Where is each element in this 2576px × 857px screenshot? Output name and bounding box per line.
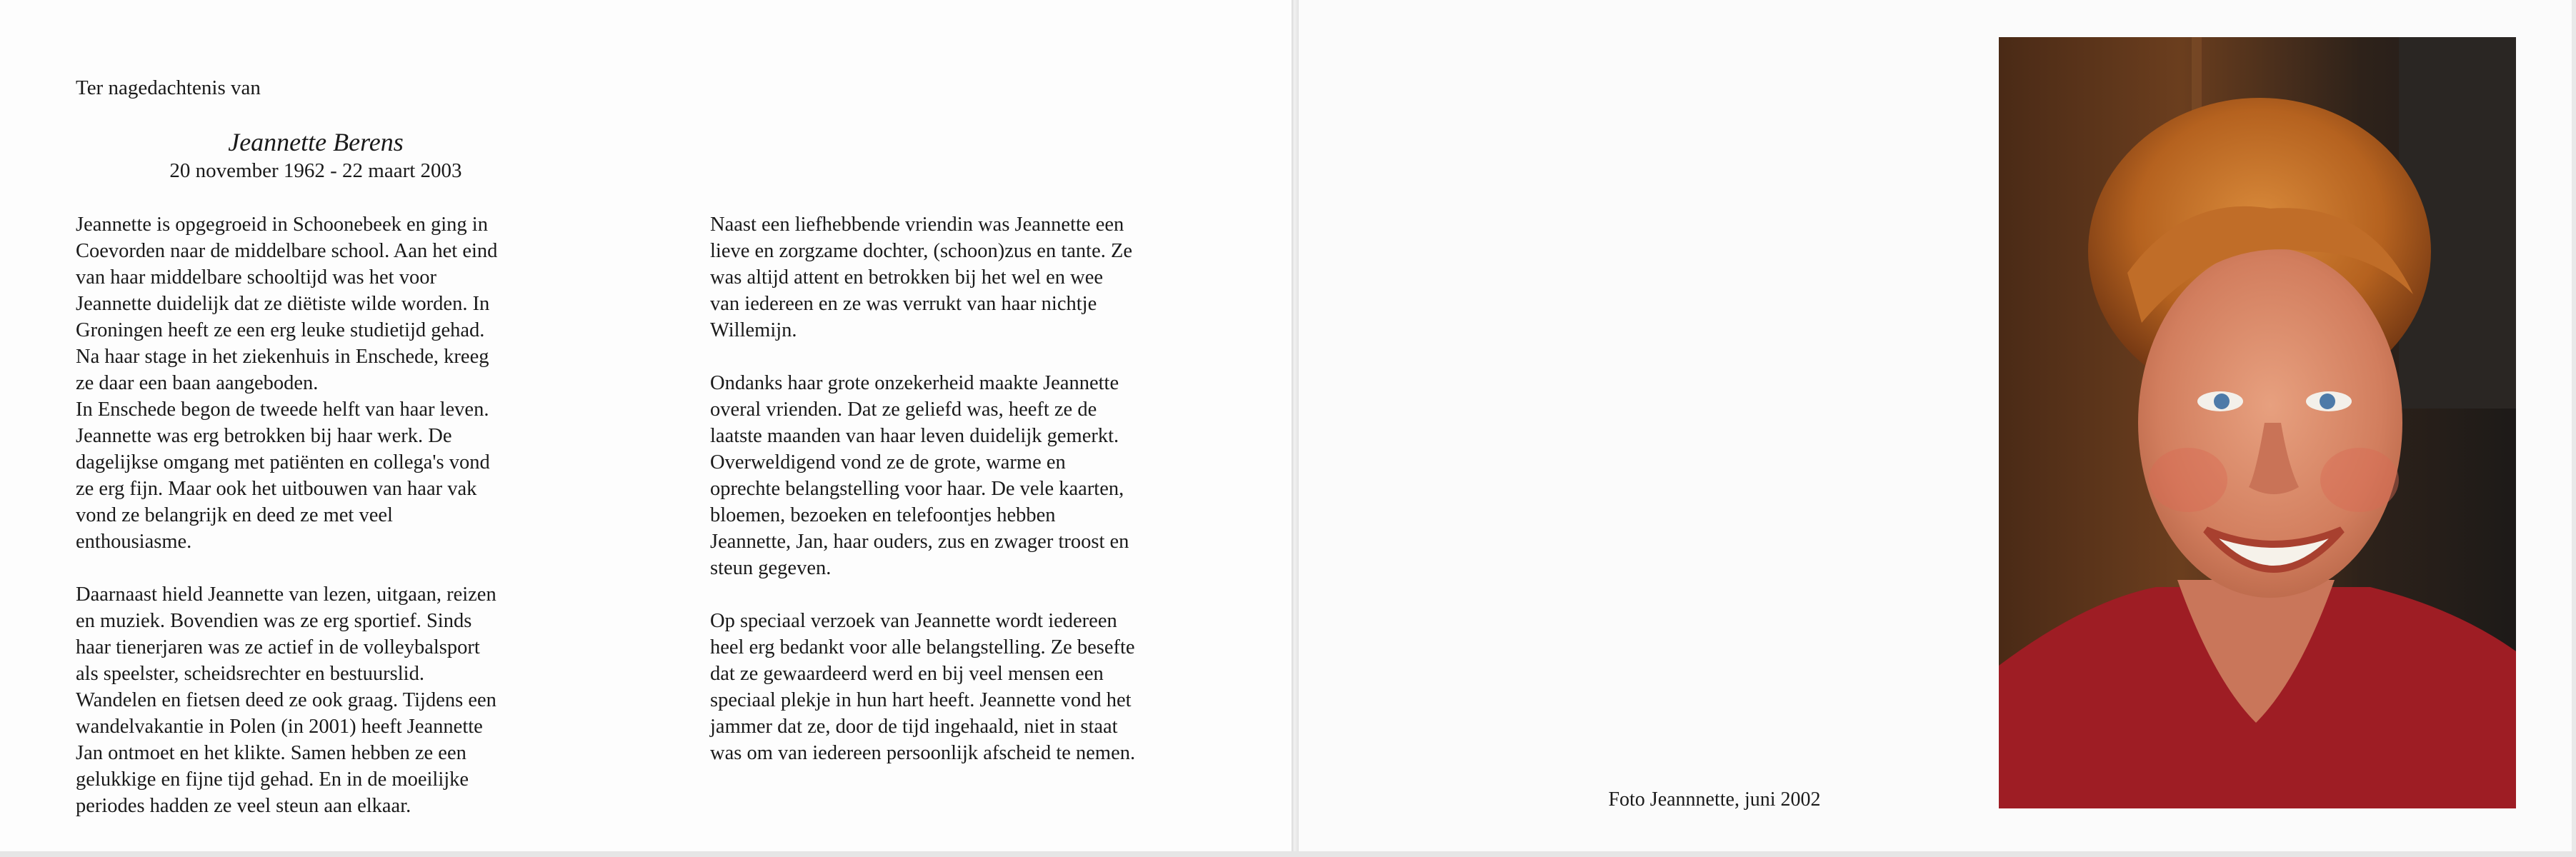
text-line: Jeannette duidelijk dat ze diëtiste wilde worden. In [76,293,490,315]
text-line: haar tienerjaren was ze actief in de volleybalsport [76,636,480,658]
text-line: speciaal plekje in hun hart heeft. Jeannette vond het [710,689,1132,711]
text-line: In Enschede begon de tweede helft van haar leven. [76,399,489,421]
card-edge-bottom [0,851,2576,857]
text-line: en muziek. Bovendien was ze erg sportief. Sinds [76,610,472,632]
text-line: Overweldigend vond ze de grote, warme en [710,451,1066,473]
text-line: Naast een liefhebbende vriendin was Jeannette een [710,214,1124,236]
text-line: Groningen heeft ze een erg leuke studietijd gehad. [76,319,485,341]
paragraph [710,370,1210,581]
portrait-photo [1999,37,2516,808]
text-line: van haar middelbare schooltijd was het voor [76,266,436,289]
text-line: laatste maanden van haar leven duidelijk gemerkt. [710,425,1119,447]
right-iris [2320,394,2335,409]
text-line: Ondanks haar grote onzekerheid maakte Jeannette [710,372,1119,394]
left-cheek [2149,448,2227,512]
text-line: Willemijn. [710,319,797,341]
card-edge-right [2572,0,2576,857]
text-line: dagelijkse omgang met patiënten en collega's vond [76,451,490,473]
text-line: lieve en zorgzame dochter, (schoon)zus en tante. Ze [710,240,1133,262]
paragraph [710,608,1210,766]
photo-caption: Foto Jeannnette, juni 2002 [1608,788,1821,811]
text-line: als speelster, scheidsrechter en bestuurslid. [76,663,424,685]
text-line: wandelvakantie in Polen (in 2001) heeft Jeannette [76,716,483,738]
paragraph [76,211,576,555]
card-fold [1292,0,1299,857]
text-line: van iedereen en ze was verrukt van haar nichtje [710,293,1097,315]
text-line: Jeannette was erg betrokken bij haar werk. De [76,425,452,447]
text-line: Jan ontmoet en het klikte. Samen hebben ze een [76,742,466,764]
text-line: periodes hadden ze veel steun aan elkaar. [76,795,411,817]
text-line: bloemen, bezoeken en telefoontjes hebben [710,504,1056,526]
text-line: Wandelen en fietsen deed ze ook graag. Tijdens een [76,689,496,711]
text-line: dat ze gewaardeerd werd en bij veel mensen een [710,663,1104,685]
text-line: heel erg bedankt voor alle belangstelling. Ze besefte [710,636,1135,658]
text-column-left [76,211,576,819]
text-line: Jeannette is opgegroeid in Schoonebeek en ging in [76,214,488,236]
left-iris [2214,394,2230,409]
memorial-heading: Ter nagedachtenis van [76,76,261,99]
text-line: Daarnaast hield Jeannette van lezen, uitgaan, reizen [76,583,496,606]
text-line: jammer dat ze, door de tijd ingehaald, niet in staat [710,716,1118,738]
life-dates: 20 november 1962 - 22 maart 2003 [169,159,462,182]
text-line: gelukkige en fijne tijd gehad. En in de moeilijke [76,768,469,791]
right-cheek [2320,448,2399,512]
text-line: Op speciaal verzoek van Jeannette wordt iedereen [710,610,1117,632]
text-line: Coevorden naar de middelbare school. Aan het eind [76,240,498,262]
paragraph [76,581,576,819]
text-line: enthousiasme. [76,531,192,553]
text-line: Na haar stage in het ziekenhuis in Enschede, kreeg [76,346,489,368]
text-column-right [710,211,1210,766]
text-line: overal vrienden. Dat ze geliefd was, heeft ze de [710,399,1097,421]
text-line: was om van iedereen persoonlijk afscheid te nemen. [710,742,1136,764]
text-line: oprechte belangstelling voor haar. De vele kaarten, [710,478,1124,500]
text-line: steun gegeven. [710,557,832,579]
paragraph [710,211,1210,344]
portrait-illustration [1999,37,2516,808]
deceased-name: Jeannette Berens [228,128,404,156]
text-line: Jeannette, Jan, haar ouders, zus en zwager troost en [710,531,1129,553]
text-line: ze erg fijn. Maar ook het uitbouwen van haar vak [76,478,477,500]
text-line: vond ze belangrijk en deed ze met veel [76,504,393,526]
text-line: was altijd attent en betrokken bij het wel en wee [710,266,1104,289]
text-line: ze daar een baan aangeboden. [76,372,319,394]
